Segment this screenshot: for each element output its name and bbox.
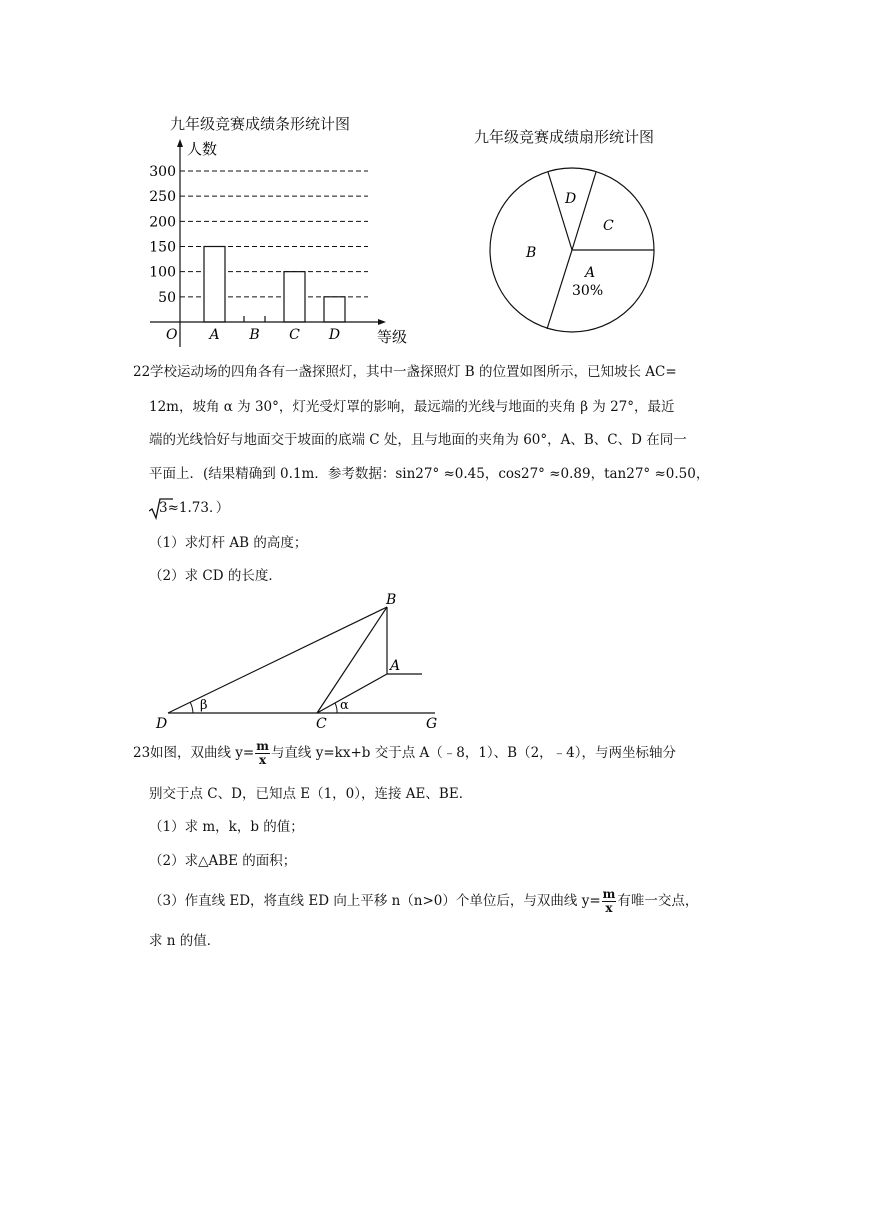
- sqrt-arg: 3: [159, 500, 168, 516]
- question-23-sub1: （1）求 m，k，b 的值；: [149, 819, 304, 835]
- fraction-m-over-x: [255, 740, 270, 767]
- sqrt-expression: [149, 498, 168, 518]
- bar-chart: [140, 135, 420, 350]
- question-23-text: 如图，双曲线 y=: [150, 745, 255, 761]
- y-tick-label: 150: [149, 239, 176, 256]
- point-label-g: G: [426, 716, 438, 732]
- question-22-number: 22: [133, 364, 151, 380]
- bar-d: [324, 297, 345, 322]
- point-label-b: B: [386, 592, 397, 608]
- question-22-sub2: （2）求 CD 的长度．: [149, 568, 282, 584]
- y-axis-label: 人数: [187, 140, 218, 158]
- bar-c: [284, 272, 305, 322]
- bar-a: [204, 247, 225, 323]
- point-label-a: A: [390, 658, 401, 674]
- pie-chart-title: 九年级竞赛成绩扇形统计图: [474, 128, 655, 146]
- question-23-number: 23: [133, 745, 151, 761]
- question-22-line: ≈1.73．）: [167, 500, 230, 516]
- pie-chart: [486, 166, 661, 336]
- y-tick-label: 200: [149, 214, 176, 231]
- near-light-ray: [317, 607, 387, 713]
- pie-label-b: B: [526, 245, 537, 261]
- fraction-numerator: m: [602, 887, 616, 901]
- pie-value-a: 30%: [572, 283, 604, 299]
- alpha-arc: [335, 703, 337, 713]
- x-category-label: A: [209, 327, 220, 343]
- sqrt-sign-icon: [149, 498, 173, 520]
- x-axis-arrow: [378, 319, 386, 325]
- question-23-text: （3）作直线 ED，将直线 ED 向上平移 n（n>0）个单位后，与双曲线 y=: [149, 893, 601, 909]
- pie-label-a: A: [585, 265, 596, 281]
- question-22-line: 平面上．(结果精确到 0.1m．参考数据：sin27° ≈0.45，cos27° ≈0.89，tan27° ≈0.50，: [149, 466, 710, 482]
- angle-label-beta: β: [200, 698, 208, 713]
- pie-label-c: C: [603, 218, 614, 234]
- question-23-text: 有唯一交点，: [617, 893, 699, 909]
- question-22-sub1: （1）求灯杆 AB 的高度；: [149, 535, 308, 551]
- question-22-line5: [149, 498, 229, 518]
- y-axis-arrow: [177, 139, 183, 147]
- pie-label-d: D: [565, 191, 577, 207]
- question-22-line: 端的光线恰好与地面交于坡面的底端 C 处，且与地面的夹角为 60°，A、B、C、D 在同一: [149, 432, 687, 448]
- fraction-denominator: x: [259, 753, 267, 767]
- origin-label: O: [166, 327, 178, 343]
- fraction-m-over-x: [602, 888, 617, 915]
- fraction-numerator: m: [256, 739, 269, 753]
- x-category-label: C: [289, 327, 300, 343]
- x-axis-label: 等级: [377, 328, 408, 346]
- y-tick-label: 300: [149, 164, 176, 180]
- y-tick-label: 250: [149, 189, 176, 206]
- question-22-figure: [150, 592, 450, 734]
- y-tick-label: 50: [158, 289, 176, 306]
- question-23-sub3: [149, 885, 698, 917]
- question-23-sub3-cont: 求 n 的值．: [149, 933, 221, 949]
- x-category-label: B: [249, 327, 260, 343]
- point-label-d: D: [156, 716, 168, 732]
- pie-divider: [547, 250, 572, 329]
- question-22-line: 12m，坡角 α 为 30°，灯光受灯罩的影响，最远端的光线与地面的夹角 β 为 27°，最近: [149, 399, 675, 415]
- y-tick-label: 100: [149, 264, 176, 281]
- fraction-denominator: x: [605, 901, 613, 915]
- point-label-c: C: [316, 716, 327, 732]
- question-23-text: 与直线 y=kx+b 交于点 A（﹣8，1）、B（2，﹣4），与两坐标轴分: [270, 745, 677, 761]
- slope-line: [317, 674, 387, 713]
- bar-chart-title: 九年级竞赛成绩条形统计图: [170, 115, 351, 133]
- question-23-sub2: （2）求△ABE 的面积；: [149, 853, 297, 869]
- angle-label-alpha: α: [340, 698, 349, 713]
- question-22-line: 学校运动场的四角各有一盏探照灯，其中一盏探照灯 B 的位置如图所示，已知坡长 AC=: [150, 364, 677, 380]
- x-category-label: D: [328, 327, 341, 343]
- beta-arc: [190, 702, 193, 713]
- question-23-line2: 别交于点 C、D，已知点 E（1，0），连接 AE、BE．: [149, 786, 473, 802]
- question-23-line1: [150, 737, 676, 769]
- pie-divider: [572, 172, 596, 250]
- pie-divider: [548, 172, 572, 250]
